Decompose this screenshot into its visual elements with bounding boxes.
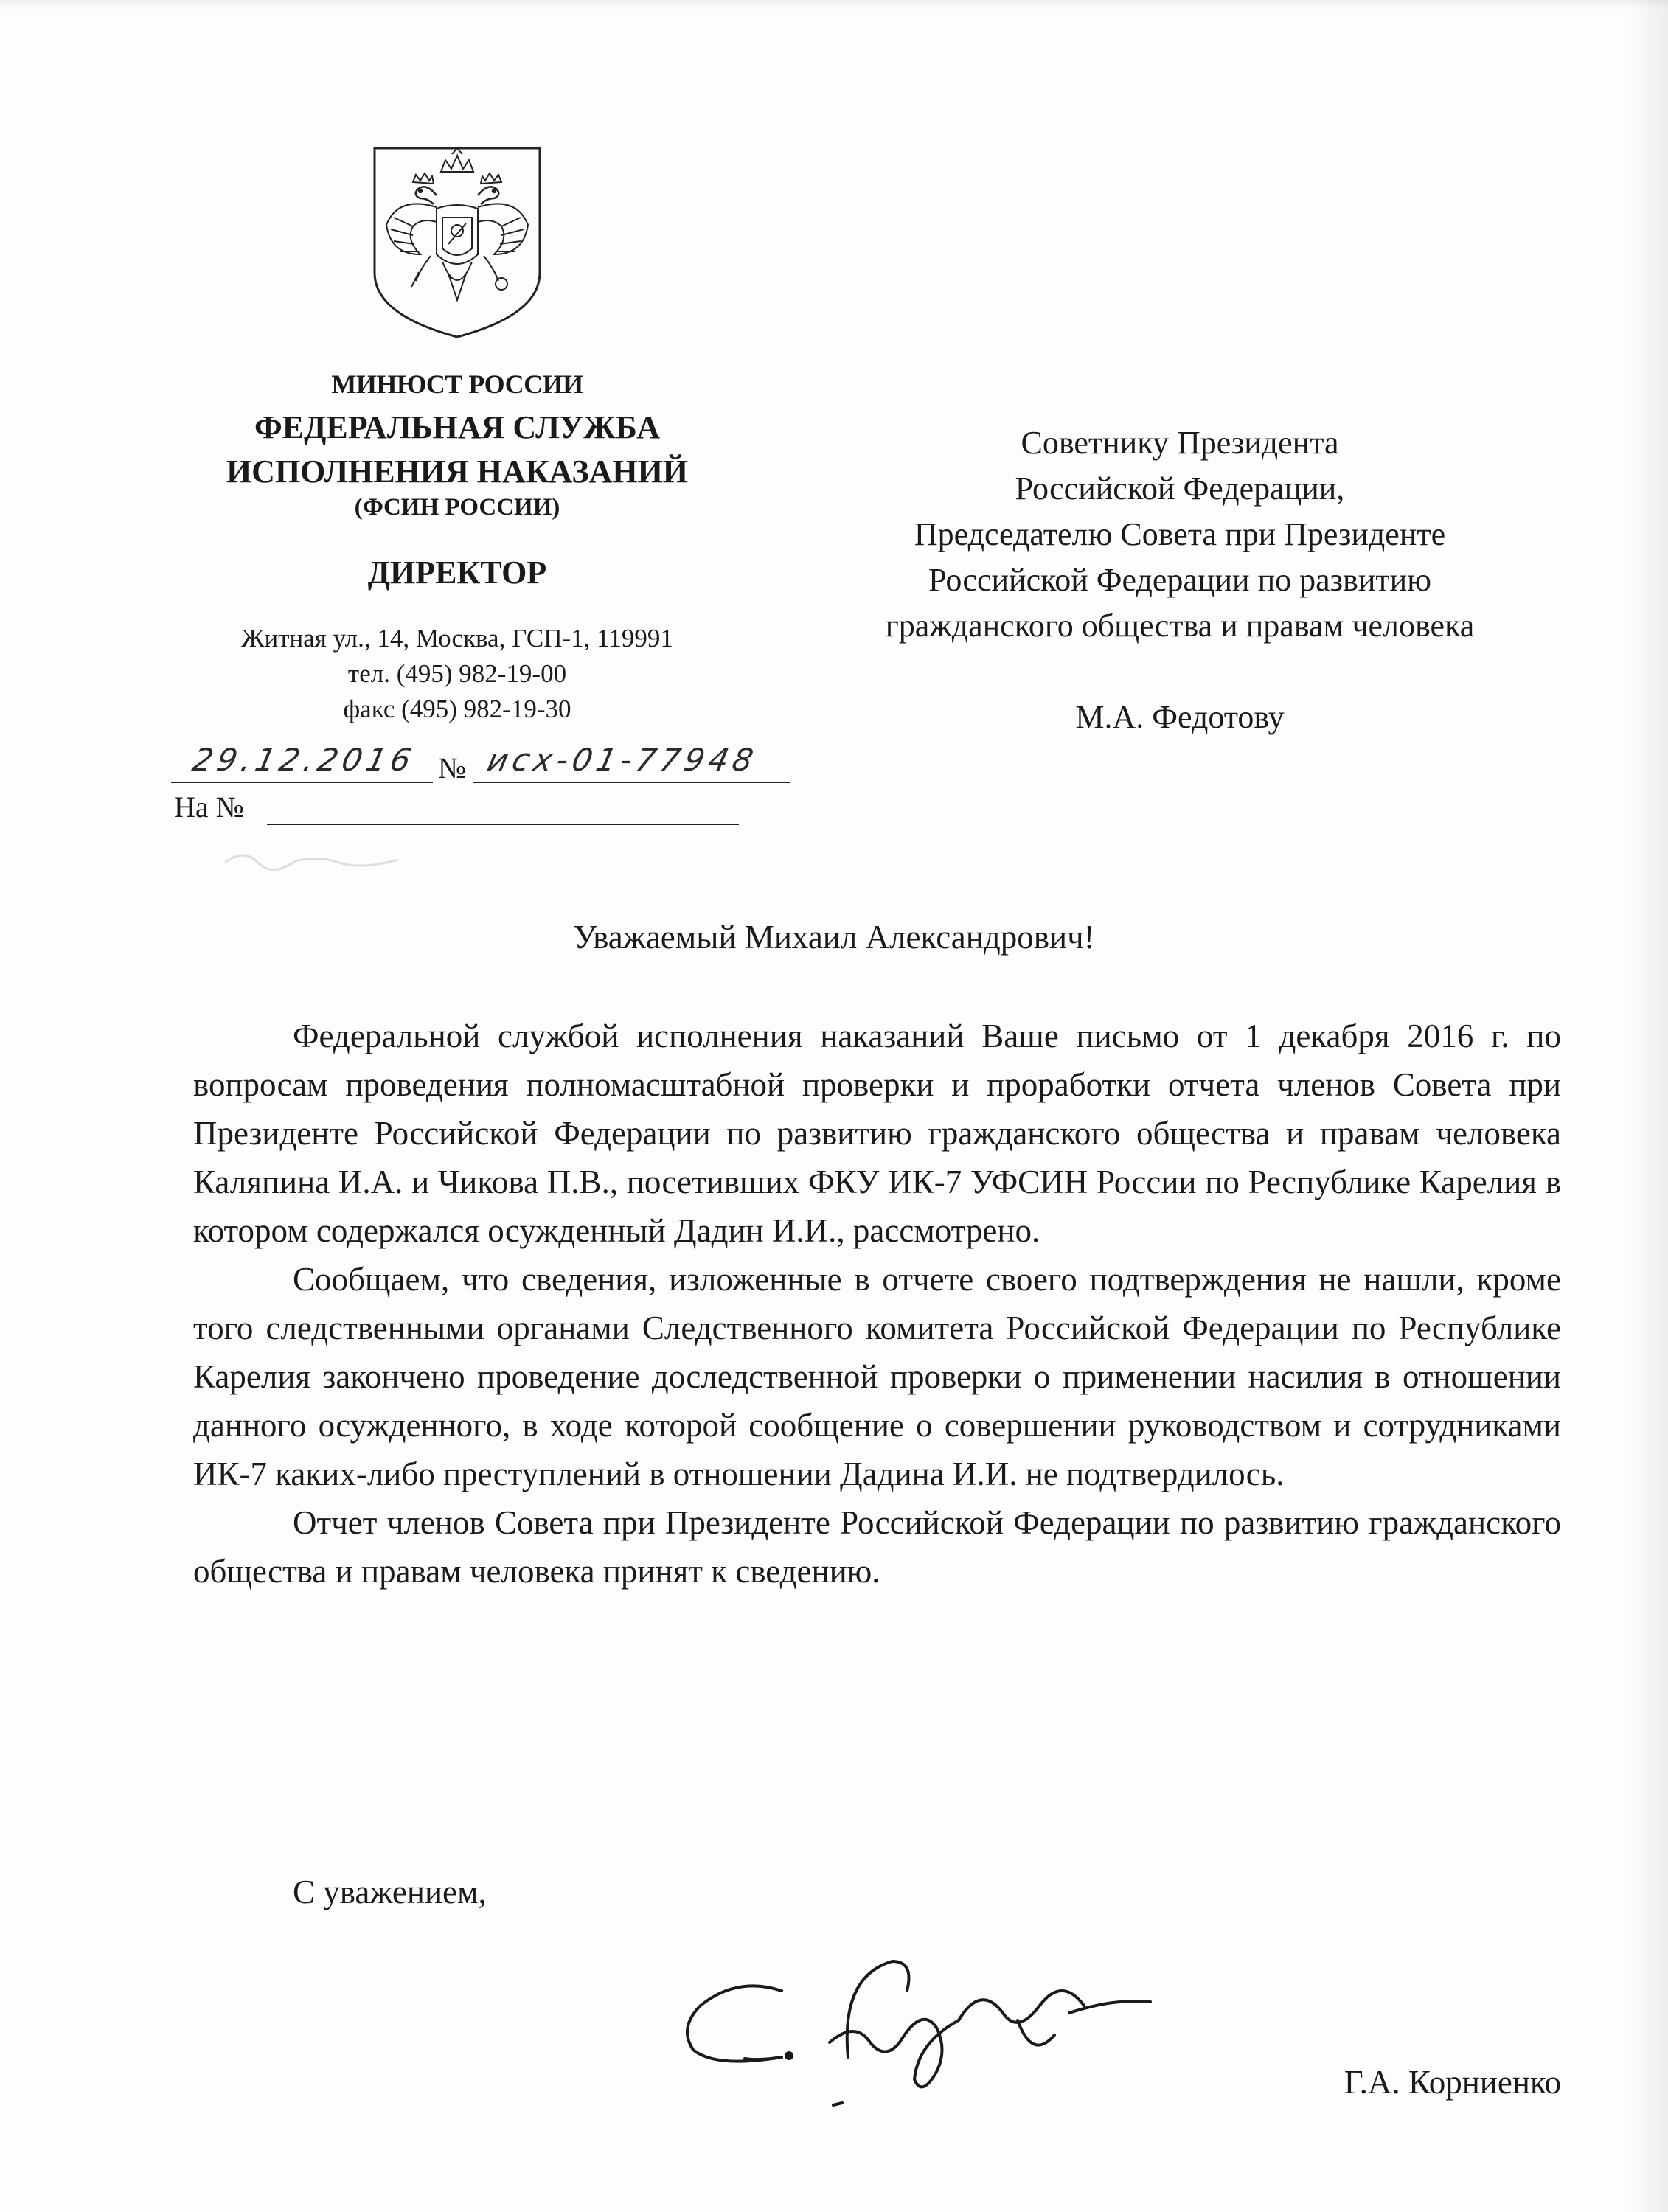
outgoing-date: 29.12.2016	[189, 742, 419, 778]
letterhead	[147, 144, 767, 727]
handwritten-signature-icon	[671, 1932, 1172, 2109]
addressee-line: Российской Федерации,	[1015, 470, 1345, 507]
sender-fax: факс (495) 982-19-30	[343, 695, 571, 723]
sender-phone: тел. (495) 982-19-00	[347, 659, 567, 688]
letter-body	[193, 1012, 1561, 1596]
service-name-line2: ИСПОЛНЕНИЯ НАКАЗАНИЙ	[226, 453, 689, 490]
addressee-block	[796, 420, 1563, 740]
salutation: Уважаемый Михаил Александрович!	[573, 919, 1095, 956]
scan-shadow-top	[0, 0, 1668, 10]
body-paragraph: Сообщаем, что сведения, изложенные в отчете своего подтверждения не нашли, кроме того следственными органами Следственного комитета Российской Федерации по Республике Карелия закончено проведение доследственной проверки о применении насилия в отношении данного осужденного, в ходе которой сообщение о совершении руководством и сотрудниками ИК-7 каких-либо преступлений в отношении Дадина И.И. не подтвердилось.	[193, 1261, 1561, 1492]
reply-reference	[171, 784, 790, 828]
reply-label: На №	[174, 790, 244, 824]
date-underline	[171, 782, 433, 783]
closing-phrase: С уважением,	[293, 1874, 487, 1910]
addressee-line: гражданского общества и правам человека	[885, 608, 1475, 644]
number-label: №	[438, 751, 467, 785]
body-paragraph: Федеральной службой исполнения наказаний Ваше письмо от 1 декабря 2016 г. по вопросам проведения полномасштабной проверки и проработки отчета членов Совета при Президенте Российской Федерации по развитию гражданского общества и правам человека Каляпина И.А. и Чикова П.В., посетивших ФКУ ИК-7 УФСИН России по Республике Карелия в котором содержался осужденный Дадин И.И., рассмотрено.	[193, 1018, 1561, 1249]
outgoing-reference	[171, 743, 790, 787]
russian-coat-of-arms-icon	[369, 144, 546, 339]
addressee-line: Председателю Совета при Президенте	[914, 516, 1446, 552]
service-abbreviation: (ФСИН РОССИИ)	[354, 494, 560, 521]
addressee-line: Советнику Президента	[1021, 425, 1339, 461]
number-underline	[473, 782, 790, 783]
service-name-line1: ФЕДЕРАЛЬНАЯ СЛУЖБА	[254, 409, 660, 445]
signer-name: Г.А. Корниенко	[1344, 2064, 1561, 2101]
outgoing-number: исх-01-77948	[484, 742, 761, 778]
addressee-line: Российской Федерации по развитию	[928, 562, 1432, 598]
scan-shadow-edge	[1624, 0, 1668, 2212]
faint-handwriting-mark	[221, 841, 413, 877]
reply-underline	[267, 824, 739, 825]
ministry-name: МИНЮСТ РОССИИ	[331, 369, 583, 399]
recipient-name: М.А. Федотову	[1075, 699, 1285, 735]
sender-address: Житная ул., 14, Москва, ГСП-1, 119991	[241, 624, 673, 653]
body-paragraph: Отчет членов Совета при Президенте Российской Федерации по развитию гражданского общества и правам человека принят к сведению.	[193, 1504, 1561, 1590]
sender-position: ДИРЕКТОР	[367, 554, 547, 591]
